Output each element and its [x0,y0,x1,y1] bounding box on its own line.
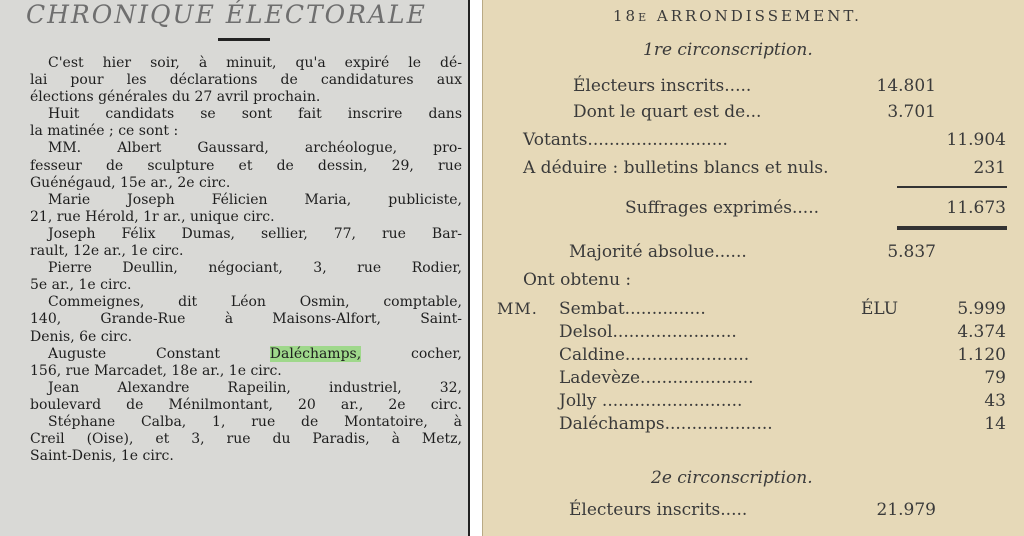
candidate-name: Caldine....................... [559,345,750,365]
article-line [30,260,462,277]
article-line [30,311,462,328]
article-line [30,209,462,226]
article-title: CHRONIQUE ÉLECTORALE [26,0,427,29]
candidate-name: Delsol....................... [559,322,737,342]
majorite-value: 5.837 [887,242,936,262]
article-line-text: MM. Albert Gaussard, archéologue, pro- [48,140,462,157]
article-line [30,175,462,192]
article-line [30,140,462,157]
candidate-votes: 43 [984,391,1006,411]
highlighted-name: Daléchamps, [269,345,362,362]
electeurs-inscrits-value: 14.801 [876,76,936,96]
article-line [30,294,462,311]
article-line-text: fesseur de sculpture et de dessin, 29, rue [30,157,462,174]
article-line [30,397,462,414]
article-line [30,363,462,380]
article-line-text: Huit candidats se sont fait inscrire dans [48,106,462,123]
article-line-text: Auguste Constant [48,345,270,362]
sum-rule-top [897,186,1007,188]
article-line-text: cocher, [361,345,462,362]
candidate-votes: 1.120 [957,345,1006,365]
deduire-label: A déduire : bulletins blancs et nuls. [523,158,829,178]
candidate-name: Daléchamps.................... [559,414,773,434]
candidate-votes: 79 [984,368,1006,388]
article-line-text: Jean Alexandre Rapeilin, industriel, 32, [48,379,462,396]
article-body [30,55,462,465]
ont-obtenu-label: Ont obtenu : [523,270,632,290]
suffrages-exprimes-label: Suffrages exprimés..... [625,198,820,218]
article-line-text: 156, rue Marcadet, 18e ar., 1e circ. [30,362,282,379]
article-line-text: C'est hier soir, à minuit, qu'a expiré le dé- [48,55,462,71]
article-line [30,329,462,346]
article-line [30,123,462,140]
article-line-text: 140, Grande-Rue à Maisons-Alfort, Saint- [30,311,462,328]
title-rule [218,38,270,41]
article-line-text: lai pour les déclarations de candidatures aux [30,72,462,89]
candidate-name: Ladevèze..................... [559,368,754,388]
article-line-text: Denis, 6e circ. [30,328,133,345]
deduire-value: 231 [973,158,1006,178]
article-line-text: Guénégaud, 15e ar., 2e circ. [30,174,231,191]
electeurs-inscrits-2-label: Électeurs inscrits..... [569,500,748,520]
article-line [30,277,462,294]
circonscription-2-heading: 2e circonscription. [651,468,813,488]
article-line [30,72,462,89]
circonscription-1-heading: 1re circonscription. [643,40,813,60]
article-line [30,243,462,260]
article-line-text: 21, rue Hérold, 1r ar., unique circ. [30,208,275,225]
article-line-text: boulevard de Ménilmontant, 20 ar., 2e circ. [30,396,462,413]
article-line-text: 5e ar., 1e circ. [30,277,132,294]
electeurs-inscrits-label: Électeurs inscrits..... [573,76,752,96]
candidate-name: Jolly .......................... [559,391,743,411]
electeurs-inscrits-2-value: 21.979 [876,500,936,520]
article-line [30,106,462,123]
votants-label: Votants.......................... [523,130,728,150]
article-line-text: rault, 12e ar., 1e circ. [30,243,184,260]
article-line [30,448,462,465]
candidate-votes: 5.999 [957,299,1006,319]
elected-marker: ÉLU [861,299,899,319]
candidate-votes: 14 [984,414,1006,434]
article-line [30,431,462,448]
article-line [30,89,462,106]
article-line-text: Saint-Denis, 1e circ. [30,448,174,465]
sum-rule-bottom [897,226,1007,230]
article-line-text: Commeignes, dit Léon Osmin, comptable, [48,294,462,311]
quart-label: Dont le quart est de... [573,102,762,122]
article-line-text: Pierre Deullin, négociant, 3, rue Rodier, [48,260,462,277]
article-line [30,226,462,243]
article-line [30,380,462,397]
article-line-text: Marie Joseph Félicien Maria, publiciste, [48,191,462,208]
article-line [30,192,462,209]
mm-label: MM. [497,299,538,318]
candidate-name: Sembat............... [559,299,706,319]
article-line [30,158,462,175]
majorite-label: Majorité absolue...... [569,242,747,262]
right-clipping [482,0,1024,536]
votants-value: 11.904 [946,130,1006,150]
quart-value: 3.701 [887,102,936,122]
article-line [30,346,462,363]
arrondissement-heading: 18e ARRONDISSEMENT. [613,7,862,25]
candidate-votes: 4.374 [957,322,1006,342]
article-line [30,55,462,72]
article-line-text: Stéphane Calba, 1, rue de Montatoire, à [48,413,462,430]
suffrages-exprimes-value: 11.673 [946,198,1006,218]
article-line [30,414,462,431]
article-line-text: Creil (Oise), et 3, rue du Paradis, à Metz, [30,431,462,448]
article-line-text: Joseph Félix Dumas, sellier, 77, rue Bar- [48,225,462,242]
left-clipping [0,0,470,536]
article-line-text: élections générales du 27 avril prochain. [30,89,321,106]
article-line-text: la matinée ; ce sont : [30,123,179,140]
